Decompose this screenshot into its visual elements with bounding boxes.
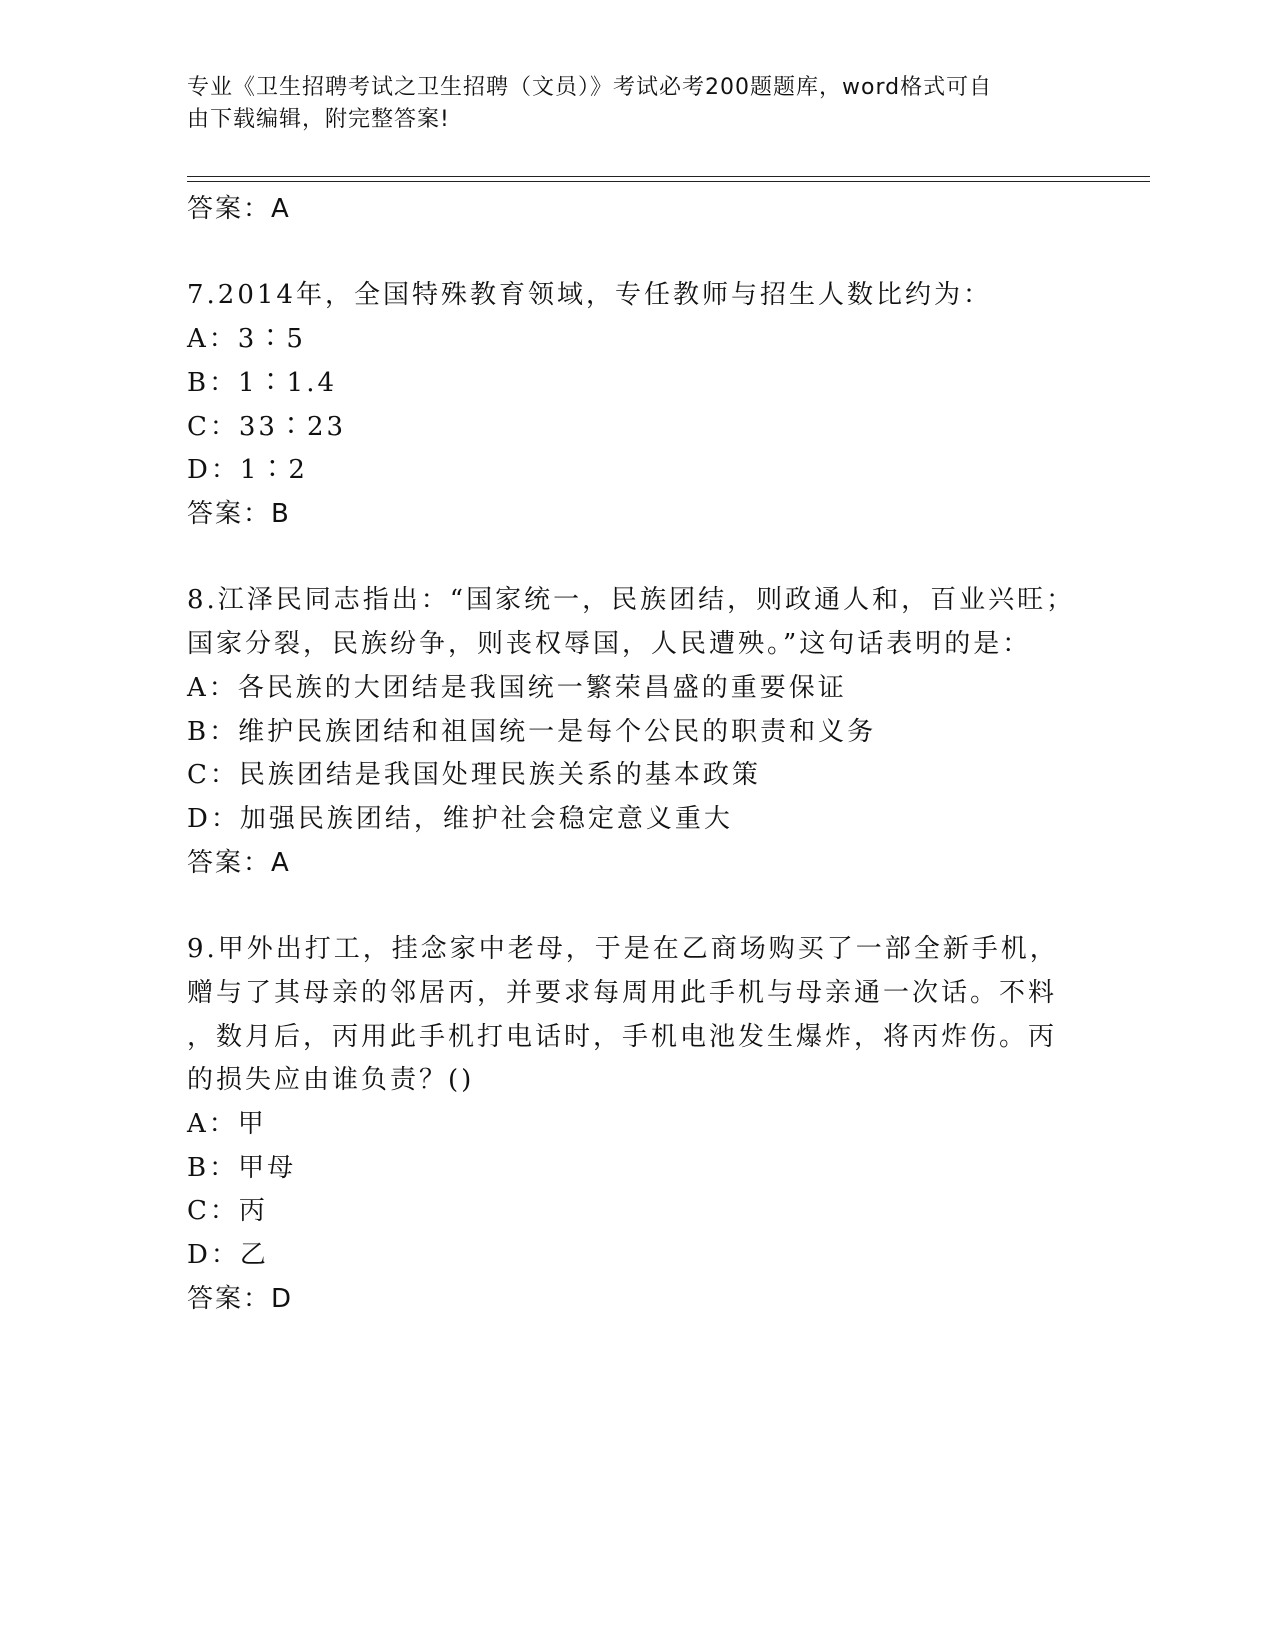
- q9-answer: 答案：D: [187, 1284, 294, 1314]
- q7-option-b: B：1∶1.4: [187, 368, 337, 398]
- q9-option-b: B：甲母: [187, 1153, 297, 1183]
- q7-stem: 7.2014年，全国特殊教育领域，专任教师与招生人数比约为：: [187, 280, 992, 310]
- header-divider-top: [187, 176, 1150, 177]
- q9-option-d: D：乙: [187, 1240, 269, 1270]
- q9-stem-line-4: 的损失应由谁负责？(): [187, 1065, 475, 1095]
- q9-stem-line-3: ，数月后，丙用此手机打电话时，手机电池发生爆炸，将丙炸伤。丙: [187, 1022, 1058, 1052]
- header-line-1: 专业《卫生招聘考试之卫生招聘（文员）》考试必考200题题库，word格式可自: [187, 75, 993, 100]
- q7-answer: 答案：B: [187, 499, 291, 529]
- q8-option-b: B：维护民族团结和祖国统一是每个公民的职责和义务: [187, 717, 877, 747]
- q9-stem-line-1: 9.甲外出打工，挂念家中老母，于是在乙商场购买了一部全新手机，: [187, 934, 1059, 964]
- q8-option-d: D：加强民族团结，维护社会稳定意义重大: [187, 804, 733, 834]
- previous-answer: 答案：A: [187, 194, 291, 224]
- q8-stem-line-2: 国家分裂，民族纷争，则丧权辱国，人民遭殃。”这句话表明的是：: [187, 629, 1032, 659]
- header-divider-bottom: [187, 181, 1150, 182]
- q7-option-c: C：33∶23: [187, 412, 347, 442]
- q9-stem-line-2: 赠与了其母亲的邻居丙，并要求每周用此手机与母亲通一次话。不料: [187, 978, 1058, 1008]
- q8-stem-line-1: 8.江泽民同志指出：“国家统一，民族团结，则政通人和，百业兴旺；: [187, 585, 1076, 615]
- q8-answer: 答案：A: [187, 848, 291, 878]
- header-line-2: 由下载编辑，附完整答案!: [187, 107, 450, 132]
- q8-option-a: A：各民族的大团结是我国统一繁荣昌盛的重要保证: [187, 673, 847, 703]
- q8-option-c: C：民族团结是我国处理民族关系的基本政策: [187, 760, 761, 790]
- q9-option-a: A：甲: [187, 1109, 267, 1139]
- q7-option-a: A：3∶5: [187, 324, 306, 354]
- document-header: [187, 72, 1077, 136]
- q9-option-c: C：丙: [187, 1196, 268, 1226]
- q7-option-d: D：1∶2: [187, 455, 308, 485]
